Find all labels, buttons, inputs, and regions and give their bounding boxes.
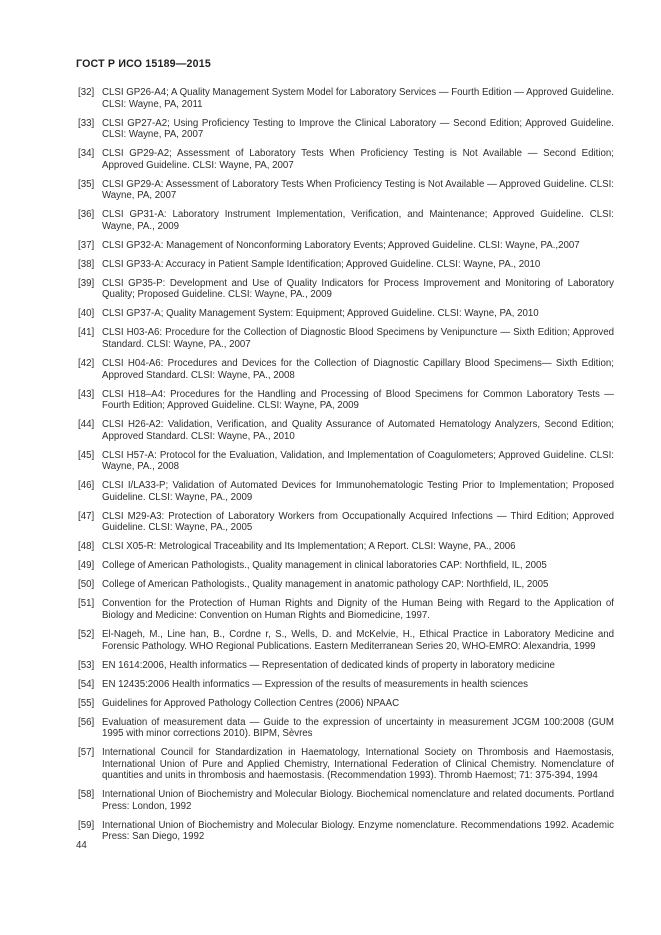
reference-item: [78, 747, 614, 782]
reference-item: [78, 278, 614, 301]
reference-item: [78, 308, 614, 320]
reference-number: [51]: [78, 598, 95, 610]
reference-text: CLSI H18–A4: Procedures for the Handling and Processing of Blood Specimens for Common Laboratory Tests — Fourth Edition; Approved Guideline. CLSI: Wayne, PA, 2009: [102, 388, 614, 412]
reference-item: [78, 541, 614, 553]
reference-text: CLSI GP29-A2; Assessment of Laboratory Tests When Proficiency Testing is Not Available — Second Edition; Approved Guideline. CLSI: Wayne, PA, 2007: [102, 148, 614, 171]
reference-number: [39]: [78, 277, 95, 289]
reference-item: [78, 511, 614, 534]
reference-number: [48]: [78, 541, 95, 553]
reference-number: [38]: [78, 258, 95, 270]
reference-item: [78, 148, 614, 171]
reference-number: [33]: [78, 117, 95, 129]
reference-text: CLSI GP37-A; Quality Management System: Equipment; Approved Guideline. CLSI: Wayne, PA, 2010: [102, 308, 539, 320]
reference-text: El-Nageh, M., Line han, B., Cordne r, S., Wells, D. and McKelvie, H., Ethical Practice in Laboratory Medicine and Forensic Pathology. WHO Regional Publications. Eastern Mediterranean Series 20, WHO-EMRO: Alexandria, 1999: [102, 629, 614, 652]
reference-text: Convention for the Protection of Human Rights and Dignity of the Human Being with Regard to the Application of Biology and Medicine: Convention on Human Rights and Biomedicine, 1997.: [102, 598, 614, 622]
reference-text: CLSI GP35-P: Development and Use of Quality Indicators for Process Improvement and Monitoring of Laboratory Quality; Proposed Guideline. CLSI: Wayne, PA., 2009: [102, 277, 614, 301]
reference-item: [78, 480, 614, 503]
reference-item: [78, 419, 614, 442]
reference-number: [47]: [78, 510, 95, 522]
reference-item: [78, 679, 614, 691]
reference-item: [78, 598, 614, 621]
reference-text: EN 12435:2006 Health informatics — Expression of the results of measurements in health sciences: [102, 678, 528, 690]
reference-number: [56]: [78, 716, 95, 728]
reference-number: [36]: [78, 209, 95, 221]
reference-number: [49]: [78, 560, 95, 572]
reference-text: EN 1614:2006, Health informatics — Representation of dedicated kinds of property in laboratory medicine: [102, 659, 555, 671]
reference-text: CLSI M29-A3: Protection of Laboratory Workers from Occupationally Acquired Infections — Third Edition; Approved Guideline. CLSI: Wayne, PA., 2005: [102, 510, 614, 534]
reference-text: College of American Pathologists., Quality management in anatomic pathology CAP: Northfield, IL, 2005: [102, 579, 549, 591]
reference-item: [78, 660, 614, 672]
reference-item: [78, 240, 614, 252]
reference-item: [78, 358, 614, 381]
reference-number: [55]: [78, 697, 95, 709]
reference-text: Evaluation of measurement data — Guide to the expression of uncertainty in measurement JCGM 100:2008 (GUM 1995 with minor corrections 2010). BIPM, Sèvres: [102, 716, 614, 740]
reference-text: International Union of Biochemistry and Molecular Biology. Enzyme nomenclature. Recommendations 1992. Academic Press: San Diego, 1992: [102, 819, 614, 843]
reference-item: [78, 259, 614, 271]
references-list: [78, 87, 614, 850]
reference-number: [41]: [78, 327, 95, 339]
reference-text: CLSI H04-A6: Procedures and Devices for the Collection of Diagnostic Capillary Blood Specimens— Sixth Edition; Approved Standard. CLSI: Wayne, PA., 2008: [102, 358, 614, 381]
reference-number: [46]: [78, 480, 95, 492]
reference-text: College of American Pathologists., Quality management in clinical laboratories CAP: Northfield, IL, 2005: [102, 560, 547, 572]
reference-number: [44]: [78, 419, 95, 431]
reference-text: CLSI H57-A: Protocol for the Evaluation, Validation, and Implementation of Coagulometers; Approved Guideline. CLSI: Wayne, PA., 2008: [102, 449, 614, 473]
reference-item: [78, 560, 614, 572]
reference-item: [78, 179, 614, 202]
reference-item: [78, 579, 614, 591]
reference-item: [78, 717, 614, 740]
reference-number: [59]: [78, 819, 95, 831]
reference-item: [78, 389, 614, 412]
reference-number: [50]: [78, 579, 95, 591]
reference-text: CLSI GP33-A: Accuracy in Patient Sample Identification; Approved Guideline. CLSI: Wayne, PA., 2010: [102, 258, 541, 270]
reference-item: [78, 698, 614, 710]
reference-item: [78, 118, 614, 141]
page-number: 44: [76, 840, 87, 851]
reference-number: [32]: [78, 87, 95, 98]
reference-number: [58]: [78, 789, 95, 801]
reference-item: [78, 209, 614, 232]
reference-text: CLSI H03-A6: Procedure for the Collection of Diagnostic Blood Specimens by Venipuncture — Sixth Edition; Approved Standard. CLSI: Wayne, PA., 2007: [102, 327, 614, 351]
reference-number: [34]: [78, 148, 95, 160]
reference-item: [78, 87, 614, 110]
reference-text: CLSI GP27-A2; Using Proficiency Testing to Improve the Clinical Laboratory — Second Edition; Approved Guideline. CLSI: Wayne, PA, 2007: [102, 117, 614, 141]
reference-text: CLSI GP26-A4; A Quality Management System Model for Laboratory Services — Fourth Edition — Approved Guideline. CLSI: Wayne, PA, 2011: [102, 87, 614, 110]
reference-item: [78, 820, 614, 843]
reference-text: CLSI GP29-A: Assessment of Laboratory Tests When Proficiency Testing is Not Available — Approved Guideline. CLSI: Wayne, PA, 2007: [102, 178, 614, 202]
reference-text: CLSI X05-R: Metrological Traceability and Its Implementation; A Report. CLSI: Wayne, PA., 2006: [102, 541, 516, 553]
reference-text: CLSI GP31-A: Laboratory Instrument Implementation, Verification, and Maintenance; Approved Guideline. CLSI: Wayne, PA., 2009: [102, 209, 614, 232]
reference-number: [35]: [78, 178, 95, 190]
reference-number: [53]: [78, 659, 95, 671]
reference-text: International Council for Standardization in Haematology, International Society on Thrombosis and Haemostasis, International Union of Pure and Applied Chemistry, International Federation of Clinical Chemistry. Nomenclature of quantities and units in thrombosis and haemostasis. (Recommendation 1993). Thromb Haemost; 71: 375-394, 1994: [102, 747, 614, 782]
reference-number: [52]: [78, 629, 95, 640]
reference-text: International Union of Biochemistry and Molecular Biology. Biochemical nomenclature and related documents. Portland Press: London, 1992: [102, 789, 614, 812]
reference-number: [45]: [78, 449, 95, 461]
reference-number: [43]: [78, 388, 95, 400]
reference-item: [78, 789, 614, 812]
reference-text: CLSI GP32-A: Management of Nonconforming Laboratory Events; Approved Guideline. CLSI: Wayne, PA.,2007: [102, 239, 580, 251]
document-header: ГОСТ Р ИСО 15189—2015: [76, 58, 211, 70]
reference-item: [78, 629, 614, 652]
reference-number: [40]: [78, 308, 95, 320]
reference-number: [42]: [78, 358, 95, 369]
reference-number: [37]: [78, 239, 95, 251]
reference-number: [57]: [78, 747, 95, 759]
reference-item: [78, 450, 614, 473]
reference-text: CLSI I/LA33-P; Validation of Automated Devices for Immunohematologic Testing Prior to Implementation; Proposed Guideline. CLSI: Wayne, PA., 2009: [102, 480, 614, 503]
reference-text: CLSI H26-A2: Validation, Verification, and Quality Assurance of Automated Hematology Analyzers, Second Edition; Approved Standard. CLSI: Wayne, PA., 2010: [102, 419, 614, 442]
reference-item: [78, 327, 614, 350]
reference-number: [54]: [78, 678, 95, 690]
reference-text: Guidelines for Approved Pathology Collection Centres (2006) NPAAC: [102, 697, 400, 709]
